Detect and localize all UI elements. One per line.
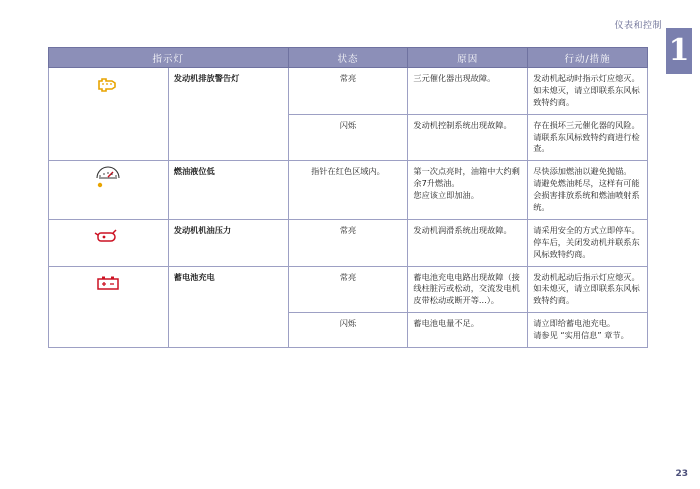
action-cell: [528, 219, 648, 266]
column-header-cause: 原因: [408, 48, 528, 68]
action-line: 请立即给蓄电池充电。: [533, 318, 616, 329]
warning-lights-table: [48, 47, 648, 348]
state-cell: 常亮: [288, 68, 408, 115]
section-title: 仪表和控制: [614, 21, 662, 31]
table-row: [49, 266, 648, 313]
cause-line: 发动机控制系统出现故障。: [413, 119, 512, 130]
table-row: [49, 161, 648, 220]
state-cell: 常亮: [288, 266, 408, 313]
table-header-row: [49, 48, 648, 68]
state-cell: 指针在红色区域内。: [288, 161, 408, 220]
table-row: [49, 219, 648, 266]
action-line: 存在损坏三元催化器的风险。: [533, 119, 640, 130]
action-cell: [528, 313, 648, 348]
indicator-name: 发动机排放警告灯: [168, 68, 288, 161]
cause-cell: [408, 266, 528, 313]
page-number: 23: [675, 469, 688, 479]
action-cell: [528, 114, 648, 161]
action-line: 发动机起动后指示灯应熄灭。: [533, 271, 640, 282]
cause-line: 蓄电池充电电路出现故障（接线柱脏污或松动，交流发电机皮带松动或断开等...）。: [413, 271, 520, 306]
column-header-state: 状态: [288, 48, 408, 68]
action-line: 尽快添加燃油以避免抛锚。: [533, 166, 632, 177]
battery-charge-icon: [93, 272, 123, 294]
action-line: 请参见 “实用信息” 章节。: [533, 330, 629, 341]
action-line: 请联系东风标致特约商进行检查。: [533, 131, 640, 154]
action-cell: [528, 266, 648, 313]
indicator-icon-cell: [49, 161, 169, 220]
cause-cell: [408, 161, 528, 220]
cause-line: 蓄电池电量不足。: [413, 318, 479, 329]
column-header-indicator: 指示灯: [49, 48, 289, 68]
cause-cell: [408, 114, 528, 161]
indicator-icon-cell: [49, 219, 169, 266]
action-line: 请避免燃油耗尽，这样有可能会损害排放系统和燃油喷射系统。: [533, 178, 640, 213]
engine-oil-pressure-icon: [93, 225, 123, 247]
indicator-icon-cell: [49, 68, 169, 161]
indicator-name: 蓄电池充电: [168, 266, 288, 347]
action-line: 停车后，关闭发动机并联系东风标致特约商。: [533, 236, 640, 259]
action-line: 如未熄灭，请立即联系东风标致特约商。: [533, 283, 640, 306]
action-line: 请采用安全的方式立即停车。: [533, 224, 640, 235]
indicator-name: 发动机机油压力: [168, 219, 288, 266]
action-cell: [528, 68, 648, 115]
action-line: 如未熄灭，请立即联系东风标致特约商。: [533, 84, 640, 107]
cause-line: 三元催化器出现故障。: [413, 73, 496, 83]
chapter-number-tab: 1: [666, 28, 692, 74]
state-cell: 闪烁: [288, 114, 408, 161]
column-header-action: 行动/措施: [528, 48, 648, 68]
cause-line: 第一次点亮时，油箱中大约剩余7升燃油。: [413, 166, 520, 189]
cause-cell: [408, 313, 528, 348]
cause-line: 您应该立即加油。: [413, 190, 479, 201]
indicator-icon-cell: [49, 266, 169, 347]
cause-line: 发动机润滑系统出现故障。: [413, 224, 512, 235]
cause-cell: [408, 219, 528, 266]
engine-emission-warning-icon: [93, 73, 123, 95]
cause-cell: [408, 68, 528, 115]
indicator-name: 燃油液位低: [168, 161, 288, 220]
state-cell: 常亮: [288, 219, 408, 266]
state-cell: 闪烁: [288, 313, 408, 348]
table-row: [49, 68, 648, 115]
low-fuel-level-icon: [93, 166, 123, 188]
action-cell: [528, 161, 648, 220]
action-line: 发动机起动时指示灯应熄灭。: [533, 73, 640, 83]
